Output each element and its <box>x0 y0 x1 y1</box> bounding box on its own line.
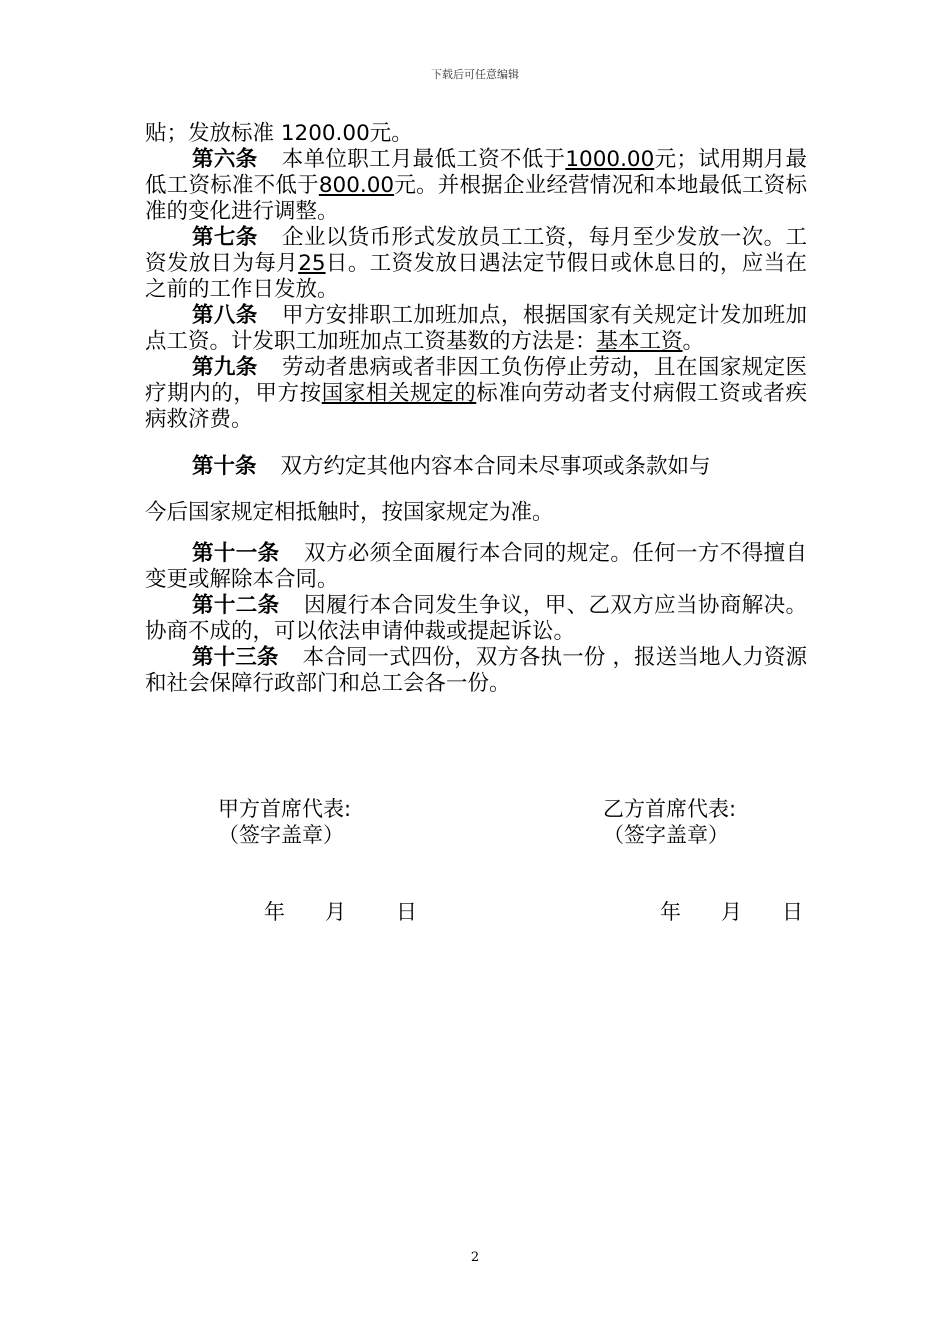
party-b-signature-block <box>603 796 736 848</box>
article-7 <box>145 225 807 303</box>
party-a-sign-note: （签字盖章） <box>218 823 344 847</box>
article-10-text-1: 双方约定其他内容本合同未尽事项或条款如与 <box>280 454 711 479</box>
article-13-label: 第十三条 <box>192 645 279 670</box>
paragraph-allowance-end <box>145 121 807 147</box>
article-6 <box>145 147 807 225</box>
article-9-text-1: 劳动者患病或者非因工负伤停止劳动，且在国家规定医疗期内的，甲方按 <box>145 355 807 406</box>
article-12-label: 第十二条 <box>192 593 280 618</box>
overtime-base-value: 基本工资 <box>596 329 683 354</box>
article-11-text: 双方必须全面履行本合同的规定。任何一方不得擅自变更或解除本合同。 <box>145 541 807 592</box>
party-a-date-year: 年 <box>264 900 285 924</box>
article-9-label: 第九条 <box>192 355 258 380</box>
article-12 <box>145 593 807 645</box>
article-6-text-3: 元。并根据企业经营情况和本地最低工资标准的变化进行调整。 <box>145 173 807 224</box>
party-a-date-month: 月 <box>325 900 346 924</box>
article-9 <box>145 355 807 433</box>
article-13 <box>145 645 807 697</box>
party-b-date-day: 日 <box>782 900 803 924</box>
party-a-signature-block <box>218 796 351 848</box>
page-header-note: 下载后可任意编辑 <box>431 68 519 81</box>
probation-wage-value: 800.00 <box>318 173 395 198</box>
party-a-date-day: 日 <box>396 900 417 924</box>
article-6-text-2: 元；试用期月最低工资标准不低于 <box>145 147 807 198</box>
party-b-date-year: 年 <box>660 900 681 924</box>
article-11-label: 第十一条 <box>192 541 280 566</box>
article-10-text-2: 今后国家规定相抵触时，按国家规定为准。 <box>145 500 554 525</box>
article-9-text-2: 标准向劳动者支付病假工资或者疾病救济费。 <box>145 381 807 432</box>
article-7-label: 第七条 <box>192 225 258 250</box>
party-a-date <box>264 896 417 926</box>
party-b-date <box>660 896 803 926</box>
page-number: 2 <box>470 1250 480 1265</box>
contract-body <box>145 121 807 697</box>
article-8-label: 第八条 <box>192 303 258 328</box>
party-b-date-month: 月 <box>721 900 742 924</box>
article-8 <box>145 303 807 355</box>
party-b-sign-note: （签字盖章） <box>603 823 729 847</box>
article-10 <box>145 441 807 493</box>
allowance-standard-text: 贴；发放标准 1200.00元。 <box>145 121 413 146</box>
article-6-text-1: 本单位职工月最低工资不低于 <box>281 147 566 172</box>
article-7-text-1: 企业以货币形式发放员工工资，每月至少发放一次。工资发放日为每月 <box>145 225 807 276</box>
article-12-text: 因履行本合同发生争议，甲、乙双方应当协商解决。协商不成的，可以依法申请仲裁或提起诉讼。 <box>145 593 807 644</box>
article-11 <box>145 541 807 593</box>
payday-value: 25 <box>298 251 326 276</box>
party-a-label: 甲方首席代表: <box>218 797 352 821</box>
article-6-label: 第六条 <box>192 147 258 172</box>
article-7-text-2: 日。工资发放日遇法定节假日或休息日的，应当在之前的工作日发放。 <box>145 251 807 302</box>
article-10-label: 第十条 <box>192 454 257 479</box>
sick-pay-standard-value: 国家相关规定的 <box>321 381 477 406</box>
article-8-text-1: 甲方安排职工加班加点，根据国家有关规定计发加班加点工资。计发职工加班加点工资基数的方法是： <box>145 303 807 354</box>
article-8-text-2: 。 <box>682 329 705 354</box>
article-13-text: 本合同一式四份，双方各执一份 ，报送当地人力资源和社会保障行政部门和总工会各一份。 <box>145 645 807 696</box>
party-b-label: 乙方首席代表: <box>603 797 737 821</box>
article-10-continued <box>145 493 807 533</box>
minimum-wage-value: 1000.00 <box>565 147 655 172</box>
